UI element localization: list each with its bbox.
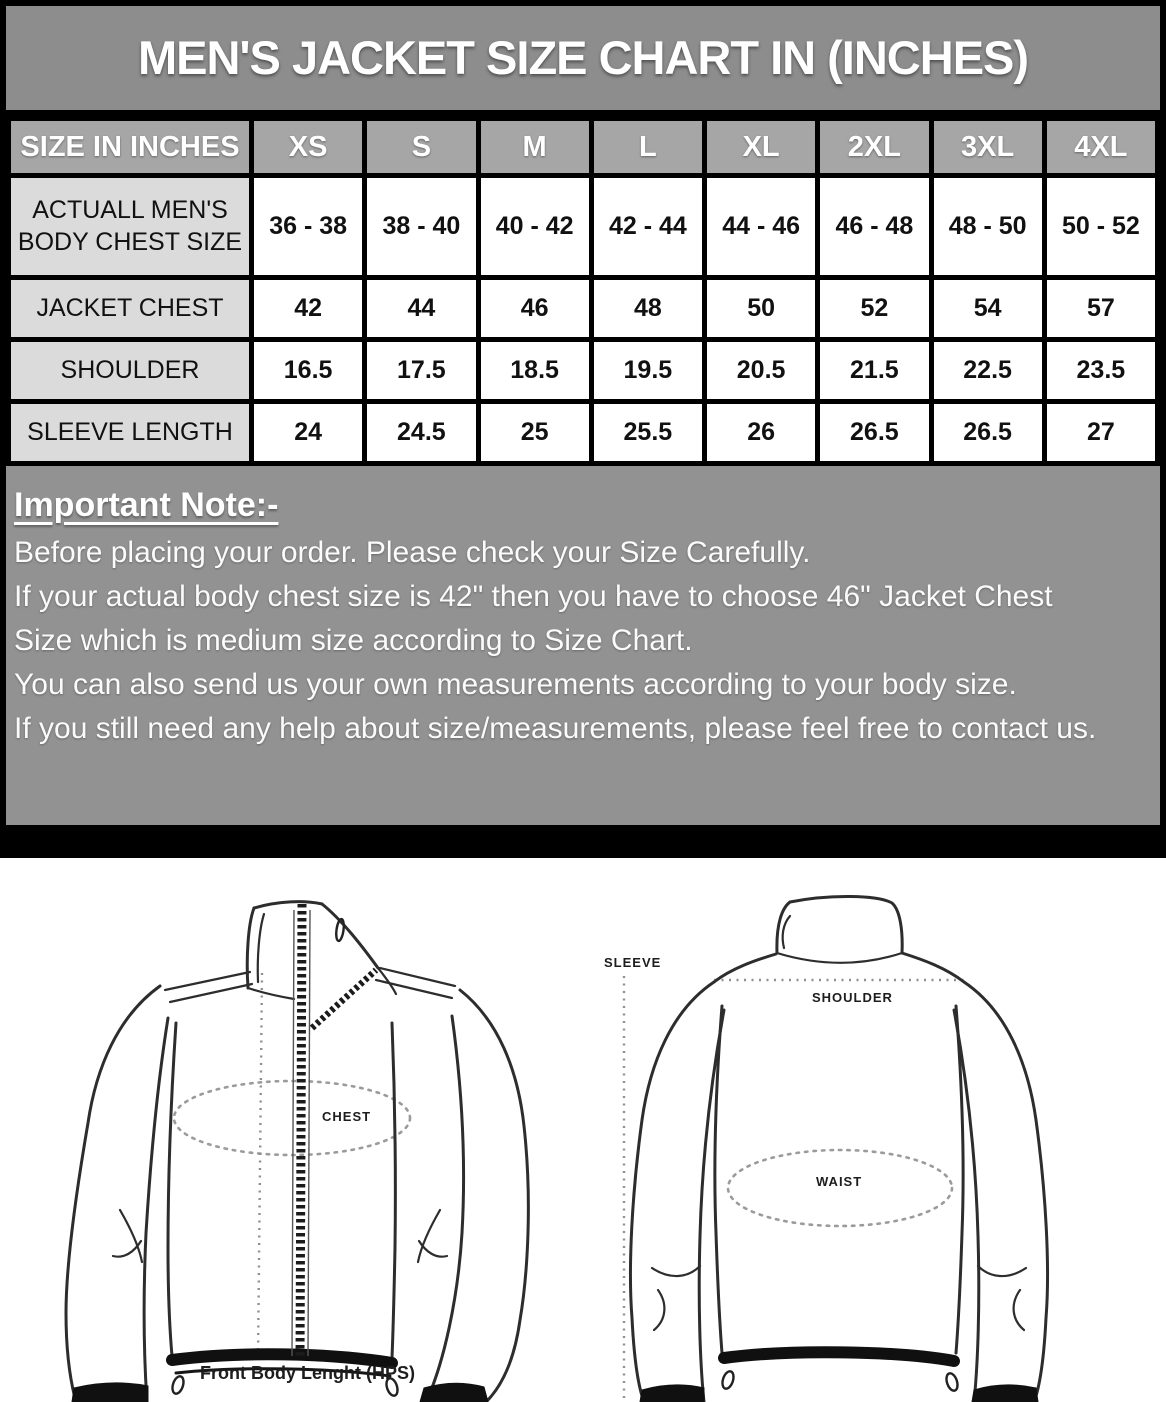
front-body-right-edge xyxy=(392,1023,395,1358)
note-line: If you still need any help about size/measurements, please feel free to contact us. xyxy=(14,712,1097,745)
back-jacket-diagram xyxy=(600,858,1166,1402)
front-collar-inner-line xyxy=(258,914,264,982)
shoulder-label: SHOULDER xyxy=(812,990,893,1005)
elbow-crease xyxy=(654,1290,664,1330)
table-cell: 23.5 xyxy=(1044,340,1157,402)
table-cell: 48 - 50 xyxy=(931,176,1044,278)
back-collar-base xyxy=(777,953,902,963)
row-label-shoulder: SHOULDER xyxy=(9,340,252,402)
header-cell-xs: XS xyxy=(252,119,365,176)
back-collar-hook-detail xyxy=(783,916,790,948)
zipper-tape-edge xyxy=(292,910,294,1356)
table-cell: 27 xyxy=(1044,402,1157,464)
sleeve-label: SLEEVE xyxy=(604,955,662,970)
front-collar-base xyxy=(248,988,294,999)
table-cell: 20.5 xyxy=(705,340,818,402)
hem-toggle xyxy=(170,1375,185,1395)
header-cell-size-in-inches: SIZE IN INCHES xyxy=(9,119,252,176)
table-cell: 25 xyxy=(478,402,591,464)
table-cell: 48 xyxy=(591,278,704,340)
table-cell: 44 xyxy=(365,278,478,340)
header-cell-4xl: 4XL xyxy=(1044,119,1157,176)
back-right-shoulder xyxy=(902,953,964,982)
front-jacket-diagram xyxy=(0,858,600,1402)
back-jacket-drawing xyxy=(624,896,1048,1402)
sleeve-hand-detail xyxy=(120,1210,142,1262)
header-cell-2xl: 2XL xyxy=(818,119,931,176)
table-row-sleeve-length xyxy=(9,402,1158,464)
front-right-sleeve-inner xyxy=(426,1016,464,1402)
sleeve-hand-detail xyxy=(418,1210,440,1262)
table-cell: 19.5 xyxy=(591,340,704,402)
table-cell: 16.5 xyxy=(252,340,365,402)
zipper-tape-edge xyxy=(308,910,310,1356)
table-row-shoulder xyxy=(9,340,1158,402)
elbow-crease xyxy=(1014,1290,1024,1330)
table-cell: 36 - 38 xyxy=(252,176,365,278)
row-label-sleeve-length: SLEEVE LENGTH xyxy=(9,402,252,464)
back-hem-band xyxy=(724,1352,954,1361)
sleeve-cuff xyxy=(72,1383,148,1402)
table-cell: 24.5 xyxy=(365,402,478,464)
front-collar-top-edge xyxy=(254,902,322,908)
table-cell: 24 xyxy=(252,402,365,464)
important-note xyxy=(6,466,1160,825)
sleeve-cuff xyxy=(420,1383,488,1402)
table-header-row xyxy=(9,119,1158,176)
header-cell-s: S xyxy=(365,119,478,176)
back-collar-outline xyxy=(777,896,902,953)
table-cell: 26.5 xyxy=(931,402,1044,464)
header-cell-xl: XL xyxy=(705,119,818,176)
table-cell: 57 xyxy=(1044,278,1157,340)
note-heading: Important Note:- xyxy=(14,486,279,524)
front-body-left-edge xyxy=(168,1023,176,1356)
front-collar-left-edge xyxy=(247,908,254,988)
table-row-jacket-chest xyxy=(9,278,1158,340)
elbow-crease xyxy=(978,1266,1026,1276)
table-cell: 26 xyxy=(705,402,818,464)
row-label-jacket-chest: JACKET CHEST xyxy=(9,278,252,340)
table-cell: 50 xyxy=(705,278,818,340)
front-right-sleeve-outer xyxy=(460,990,528,1402)
table-cell: 18.5 xyxy=(478,340,591,402)
table-cell: 54 xyxy=(931,278,1044,340)
front-collar-fold-edge xyxy=(322,904,378,968)
table-cell: 25.5 xyxy=(591,402,704,464)
front-left-sleeve-outer xyxy=(66,986,160,1402)
sleeve-cuff xyxy=(640,1385,704,1402)
front-seam-dotted-line xyxy=(258,973,262,1358)
table-row-body-chest xyxy=(9,176,1158,278)
sleeve-cuff xyxy=(972,1385,1038,1402)
table-cell: 44 - 46 xyxy=(705,176,818,278)
hem-toggle xyxy=(720,1370,735,1390)
table-cell: 21.5 xyxy=(818,340,931,402)
front-left-sleeve-inner xyxy=(144,1018,168,1402)
front-jacket-drawing xyxy=(66,902,528,1402)
front-body-length-label: Front Body Lenght (HPS) xyxy=(200,1363,415,1383)
table-cell: 17.5 xyxy=(365,340,478,402)
table-cell: 46 xyxy=(478,278,591,340)
table-cell: 40 - 42 xyxy=(478,176,591,278)
front-zipper xyxy=(300,904,302,1358)
note-line: Before placing your order. Please check your Size Carefully. xyxy=(14,536,811,569)
jacket-diagrams xyxy=(0,858,1166,1402)
note-line: If your actual body chest size is 42" then you have to choose 46" Jacket Chest Size which is medium size according to Size Chart. xyxy=(14,580,1053,657)
header-cell-l: L xyxy=(591,119,704,176)
header-cell-m: M xyxy=(478,119,591,176)
waist-label: WAIST xyxy=(816,1174,863,1189)
table-cell: 52 xyxy=(818,278,931,340)
table-cell: 42 xyxy=(252,278,365,340)
header-cell-3xl: 3XL xyxy=(931,119,1044,176)
page-title: MEN'S JACKET SIZE CHART IN (INCHES) xyxy=(6,6,1160,110)
table-cell: 38 - 40 xyxy=(365,176,478,278)
table-cell: 42 - 44 xyxy=(591,176,704,278)
front-hem-band xyxy=(172,1354,392,1363)
chest-label: CHEST xyxy=(322,1109,372,1124)
front-collar-open-zipper xyxy=(312,970,376,1028)
table-cell: 46 - 48 xyxy=(818,176,931,278)
table-cell: 26.5 xyxy=(818,402,931,464)
row-label-body-chest: ACTUALL MEN'S BODY CHEST SIZE xyxy=(9,176,252,278)
hem-toggle xyxy=(944,1372,959,1392)
note-line: You can also send us your own measurements according to your body size. xyxy=(14,668,1017,701)
table-cell: 22.5 xyxy=(931,340,1044,402)
elbow-crease xyxy=(652,1266,700,1276)
chest-measure-ellipse xyxy=(174,1081,410,1155)
size-table xyxy=(6,116,1160,466)
table-cell: 50 - 52 xyxy=(1044,176,1157,278)
back-left-shoulder xyxy=(714,954,776,982)
